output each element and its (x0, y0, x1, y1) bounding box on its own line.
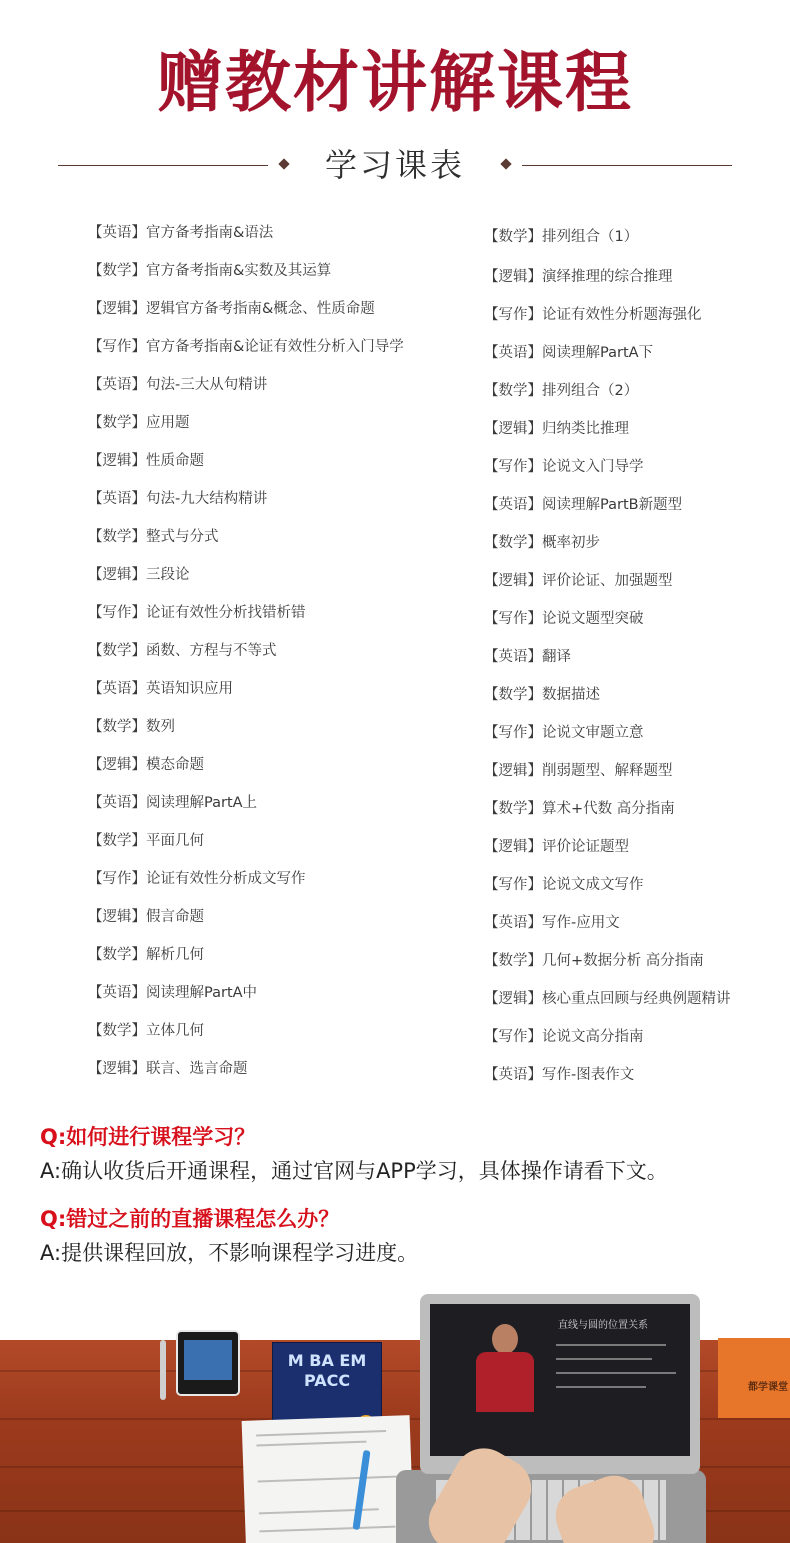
subject-tag: 【写作】 (484, 877, 542, 893)
course-item (484, 264, 731, 302)
subject-tag: 【英语】 (484, 497, 542, 513)
course-name: 论证有效性分析成文写作 (146, 871, 306, 887)
worksheet-paper (242, 1415, 415, 1543)
course-item (484, 948, 731, 986)
subject-tag: 【英语】 (88, 985, 146, 1001)
laptop-screen (420, 1294, 700, 1474)
subject-tag: 【逻辑】 (484, 991, 542, 1007)
subject-tag: 【英语】 (88, 681, 146, 697)
course-name: 评价论证、加强题型 (542, 573, 673, 589)
course-name: 解析几何 (146, 947, 204, 963)
course-item (484, 378, 731, 416)
course-name: 论证有效性分析找错析错 (146, 605, 306, 621)
course-name: 排列组合（1） (542, 229, 639, 245)
course-item (484, 758, 731, 796)
course-name: 整式与分式 (146, 529, 219, 545)
subject-tag: 【写作】 (484, 611, 542, 627)
page-title: 赠教材讲解课程 (157, 44, 633, 121)
subject-tag: 【逻辑】 (484, 573, 542, 589)
course-name: 性质命题 (146, 453, 204, 469)
course-item (88, 372, 404, 410)
course-name: 数列 (146, 719, 175, 735)
subject-tag: 【逻辑】 (88, 1061, 146, 1077)
subject-tag: 【逻辑】 (88, 453, 146, 469)
course-item (88, 334, 404, 372)
course-item (484, 1024, 731, 1062)
subject-tag: 【数学】 (484, 687, 542, 703)
course-item (484, 416, 731, 454)
course-name: 联言、选言命题 (146, 1061, 248, 1077)
section-subtitle: 学习课表 (324, 146, 465, 184)
course-name: 句法-三大从句精讲 (146, 377, 268, 393)
subject-tag: 【逻辑】 (88, 909, 146, 925)
subject-tag: 【数学】 (484, 953, 542, 969)
course-name: 论说文高分指南 (542, 1029, 644, 1045)
course-name: 概率初步 (542, 535, 600, 551)
subject-tag: 【英语】 (88, 225, 146, 241)
course-name: 写作-图表作文 (542, 1067, 635, 1083)
course-item (484, 568, 731, 606)
course-item (484, 340, 731, 378)
subject-tag: 【英语】 (88, 491, 146, 507)
subtitle-row (0, 140, 790, 190)
course-name: 几何+数据分析 高分指南 (542, 953, 704, 969)
course-item (88, 828, 404, 866)
faq-question: Q:如何进行课程学习？ (40, 1125, 256, 1149)
subject-tag: 【写作】 (88, 871, 146, 887)
subject-tag: 【数学】 (88, 415, 146, 431)
pen-icon (160, 1340, 166, 1400)
subject-tag: 【英语】 (484, 915, 542, 931)
course-item (484, 1062, 731, 1100)
course-item (484, 530, 731, 568)
faq-question: Q:错过之前的直播课程怎么办？ (40, 1207, 340, 1231)
course-item (484, 986, 731, 1024)
subject-tag: 【写作】 (484, 1029, 542, 1045)
course-item (484, 872, 731, 910)
course-name: 立体几何 (146, 1023, 204, 1039)
course-name: 数据描述 (542, 687, 600, 703)
phone-image (176, 1330, 240, 1396)
subject-tag: 【英语】 (88, 377, 146, 393)
course-item (484, 796, 731, 834)
course-name: 阅读理解PartA下 (542, 345, 654, 361)
course-name: 算术+代数 高分指南 (542, 801, 675, 817)
course-name: 论证有效性分析题海强化 (542, 307, 702, 323)
course-item (484, 720, 731, 758)
course-item (88, 296, 404, 334)
subject-tag: 【英语】 (88, 795, 146, 811)
course-item (484, 910, 731, 948)
course-name: 论说文审题立意 (542, 725, 644, 741)
course-item (88, 1018, 404, 1056)
course-name: 逻辑官方备考指南&概念、性质命题 (146, 301, 375, 317)
subject-tag: 【逻辑】 (88, 567, 146, 583)
course-item (88, 258, 404, 296)
course-name: 函数、方程与不等式 (146, 643, 277, 659)
course-name: 平面几何 (146, 833, 204, 849)
course-name: 论说文入门导学 (542, 459, 644, 475)
course-item (484, 302, 731, 340)
subject-tag: 【数学】 (88, 833, 146, 849)
course-item (484, 454, 731, 492)
subject-tag: 【数学】 (88, 529, 146, 545)
divider-right (522, 165, 732, 166)
course-name: 评价论证题型 (542, 839, 629, 855)
course-item (88, 790, 404, 828)
subject-tag: 【写作】 (88, 339, 146, 355)
course-item (484, 224, 731, 262)
course-name: 阅读理解PartA上 (146, 795, 258, 811)
course-item (88, 562, 404, 600)
course-name: 三段论 (146, 567, 190, 583)
course-name: 排列组合（2） (542, 383, 639, 399)
subject-tag: 【逻辑】 (88, 757, 146, 773)
subject-tag: 【数学】 (88, 643, 146, 659)
subject-tag: 【写作】 (484, 725, 542, 741)
course-item (88, 448, 404, 486)
subject-tag: 【数学】 (484, 801, 542, 817)
course-name: 官方备考指南&实数及其运算 (146, 263, 332, 279)
schedule-right-column (484, 224, 731, 1100)
course-name: 写作-应用文 (542, 915, 620, 931)
lecturer-figure (470, 1324, 540, 1456)
course-item (88, 980, 404, 1018)
course-name: 英语知识应用 (146, 681, 233, 697)
diamond-icon (278, 158, 289, 169)
subject-tag: 【数学】 (88, 719, 146, 735)
course-name: 削弱题型、解释题型 (542, 763, 673, 779)
book-letters: M BA EM PACC (287, 1351, 367, 1390)
subject-tag: 【数学】 (88, 1023, 146, 1039)
subject-tag: 【写作】 (88, 605, 146, 621)
course-name: 论说文题型突破 (542, 611, 644, 627)
course-name: 归纳类比推理 (542, 421, 629, 437)
course-item (88, 410, 404, 448)
diamond-icon (500, 158, 511, 169)
course-name: 官方备考指南&论证有效性分析入门导学 (146, 339, 404, 355)
course-name: 假言命题 (146, 909, 204, 925)
course-item (88, 638, 404, 676)
subject-tag: 【写作】 (484, 459, 542, 475)
faq-answer: A:提供课程回放，不影响课程学习进度。 (40, 1241, 419, 1265)
box-label: 都学课堂 (748, 1382, 788, 1393)
subject-tag: 【数学】 (484, 383, 542, 399)
subject-tag: 【数学】 (88, 947, 146, 963)
branded-box (718, 1338, 790, 1418)
subject-tag: 【逻辑】 (484, 269, 542, 285)
course-item (484, 644, 731, 682)
subject-tag: 【逻辑】 (88, 301, 146, 317)
desk-photo (0, 1290, 790, 1543)
course-name: 核心重点回顾与经典例题精讲 (542, 991, 731, 1007)
course-name: 翻译 (542, 649, 571, 665)
course-item (88, 220, 404, 258)
schedule-left-column (88, 220, 404, 1094)
subject-tag: 【逻辑】 (484, 839, 542, 855)
faq-answer: A:确认收货后开通课程，通过官网与APP学习，具体操作请看下文。 (40, 1159, 668, 1183)
course-item (88, 866, 404, 904)
course-name: 论说文成文写作 (542, 877, 644, 893)
course-item (88, 714, 404, 752)
divider-left (58, 165, 268, 166)
course-item (484, 682, 731, 720)
course-item (88, 752, 404, 790)
course-item (88, 942, 404, 980)
subject-tag: 【数学】 (88, 263, 146, 279)
subject-tag: 【写作】 (484, 307, 542, 323)
course-item (88, 524, 404, 562)
subject-tag: 【数学】 (484, 535, 542, 551)
course-name: 阅读理解PartA中 (146, 985, 258, 1001)
course-name: 句法-九大结构精讲 (146, 491, 268, 507)
subject-tag: 【英语】 (484, 1067, 542, 1083)
course-name: 阅读理解PartB新题型 (542, 497, 683, 513)
course-item (484, 492, 731, 530)
course-item (88, 1056, 404, 1094)
subject-tag: 【英语】 (484, 649, 542, 665)
course-name: 官方备考指南&语法 (146, 225, 274, 241)
course-item (484, 834, 731, 872)
course-item (88, 486, 404, 524)
course-name: 模态命题 (146, 757, 204, 773)
course-item (484, 606, 731, 644)
course-item (88, 600, 404, 638)
subject-tag: 【逻辑】 (484, 421, 542, 437)
subject-tag: 【英语】 (484, 345, 542, 361)
course-item (88, 676, 404, 714)
subject-tag: 【逻辑】 (484, 763, 542, 779)
course-item (88, 904, 404, 942)
course-name: 演绎推理的综合推理 (542, 269, 673, 285)
lecture-heading: 直线与圆的位置关系 (558, 1320, 648, 1331)
video-lecture (430, 1304, 690, 1456)
subject-tag: 【数学】 (484, 229, 542, 245)
course-name: 应用题 (146, 415, 190, 431)
